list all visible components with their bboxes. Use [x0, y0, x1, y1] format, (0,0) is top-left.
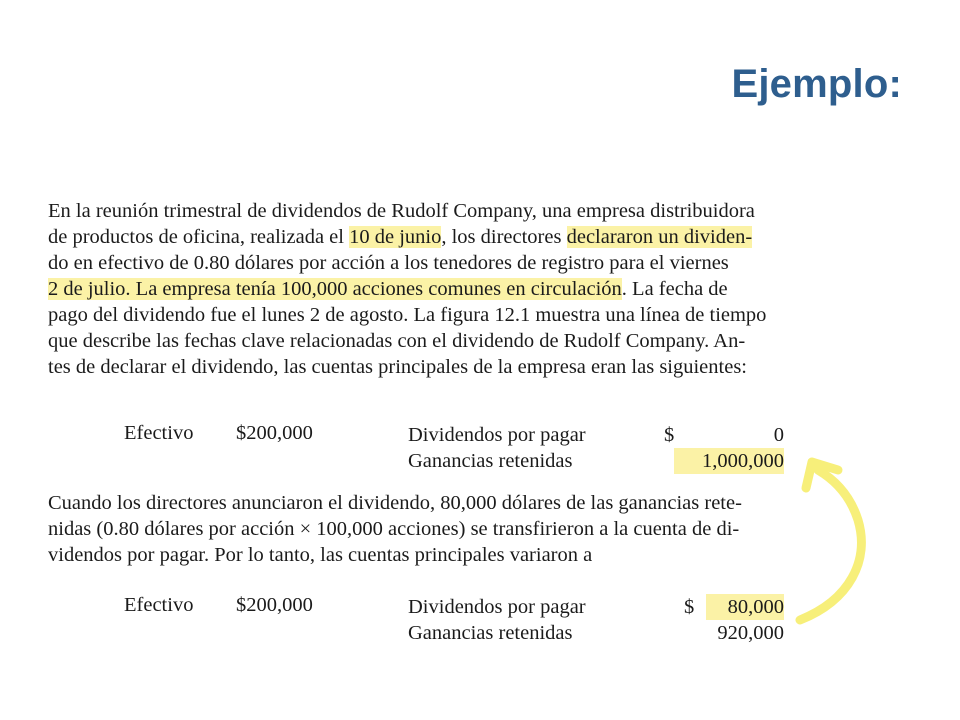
- retained-earnings-label: Ganancias retenidas: [408, 450, 573, 472]
- cash-label: Efectivo: [124, 422, 194, 444]
- highlighted-text: 10 de junio: [349, 226, 442, 248]
- dividends-payable-label: Dividendos por pagar: [408, 596, 586, 618]
- text-segment: nidas (0.80 dólares por acción × 100,000 acciones) se transfirieron a la cuenta de di-: [48, 518, 740, 540]
- dividends-currency: $: [664, 424, 675, 446]
- retained-earnings-value: 1,000,000: [674, 448, 784, 474]
- dividends-payable-label: Dividendos por pagar: [408, 424, 586, 446]
- text-segment: pago del dividendo fue el lunes 2 de agosto. La figura 12.1 muestra una línea de tiempo: [48, 304, 767, 326]
- text-segment: . La fecha de: [621, 278, 728, 300]
- cash-label: Efectivo: [124, 594, 194, 616]
- cash-value: $200,000: [236, 422, 313, 444]
- highlighted-text: declararon un dividen-: [566, 226, 753, 248]
- slide-title: Ejemplo:: [731, 62, 902, 106]
- dividends-payable-value: 0: [773, 424, 784, 446]
- text-segment: tes de declarar el dividendo, las cuentas principales de la empresa eran las siguientes:: [48, 356, 748, 378]
- retained-earnings-label: Ganancias retenidas: [408, 622, 573, 644]
- dividends-payable-value: 80,000: [706, 594, 784, 620]
- text-segment: do en efectivo de 0.80 dólares por acción a los tenedores de registro para el viernes: [48, 252, 729, 274]
- text-segment: que describe las fechas clave relacionadas con el dividendo de Rudolf Company. An-: [48, 330, 746, 352]
- cash-value: $200,000: [236, 594, 313, 616]
- text-segment: Cuando los directores anunciaron el dividendo, 80,000 dólares de las ganancias rete-: [48, 492, 742, 514]
- retained-earnings-value: 920,000: [717, 622, 784, 644]
- text-segment: , los directores: [441, 226, 567, 248]
- text-segment: de productos de oficina, realizada el: [48, 226, 350, 248]
- text-segment: videndos por pagar. Por lo tanto, las cuentas principales variaron a: [48, 544, 593, 566]
- dividends-currency: $: [684, 596, 695, 618]
- text-segment: En la reunión trimestral de dividendos de Rudolf Company, una empresa distribuidora: [48, 200, 755, 222]
- highlighted-text: 2 de julio. La empresa tenía 100,000 acciones comunes en circulación: [48, 278, 622, 300]
